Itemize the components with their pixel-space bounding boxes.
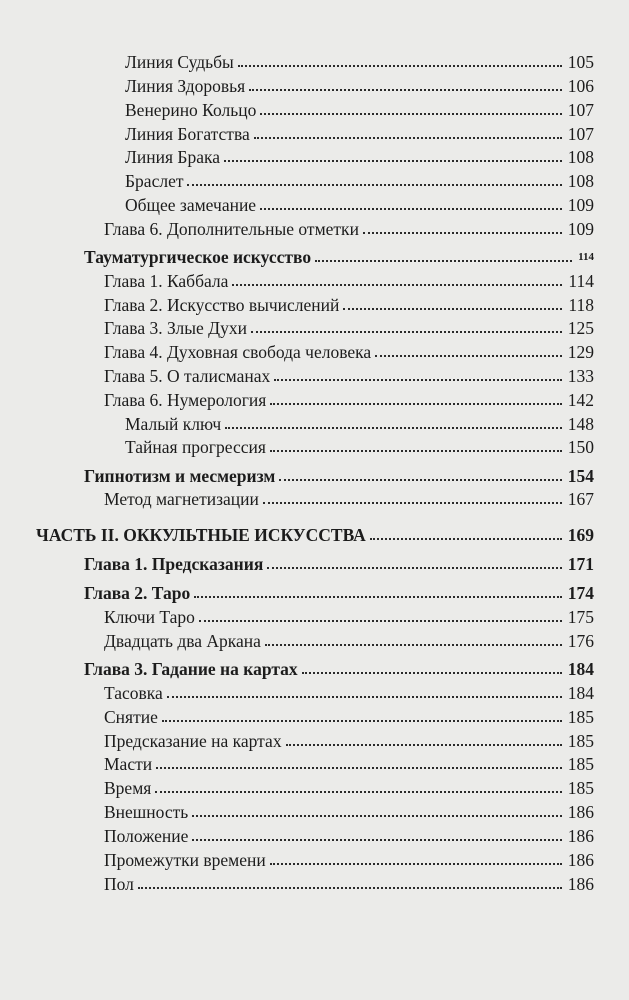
toc-entry-title: Внешность: [104, 802, 189, 822]
toc-entry-page: 133: [567, 366, 594, 386]
toc-entry-title: Глава 2. Искусство вычислений: [104, 295, 340, 315]
dot-leader: [263, 501, 562, 504]
toc-entry: [125, 74, 594, 96]
toc-entry-title: Двадцать два Аркана: [104, 631, 261, 651]
dot-leader: [156, 766, 562, 769]
dot-leader: [267, 566, 561, 569]
toc-entry-title: Пол: [104, 874, 134, 894]
toc-entry: [104, 729, 594, 751]
dot-leader: [265, 643, 562, 646]
toc-entry: [125, 412, 594, 434]
toc-entry: [84, 581, 594, 603]
dot-leader: [254, 136, 562, 139]
toc-entry: [125, 122, 594, 144]
dot-leader: [279, 478, 561, 481]
toc-entry-page: 108: [567, 147, 594, 167]
toc-entry-page: 185: [567, 707, 594, 727]
toc-entry-title: ЧАСТЬ II. ОККУЛЬТНЫЕ ИСКУССТВА: [36, 525, 366, 545]
toc-entry: [104, 752, 594, 774]
toc-entry-title: Снятие: [104, 707, 158, 727]
dot-leader: [138, 886, 562, 889]
toc-entry-page: 114: [578, 251, 594, 263]
toc-entry-page: 185: [567, 754, 594, 774]
dot-leader: [315, 259, 572, 262]
toc-entry: [104, 705, 594, 727]
dot-leader: [187, 183, 561, 186]
dot-leader: [238, 64, 562, 67]
toc-entry: [125, 145, 594, 167]
dot-leader: [270, 449, 562, 452]
dot-leader: [375, 354, 562, 357]
toc-entry: [104, 293, 594, 315]
toc-entry-title: Тайная прогрессия: [125, 437, 266, 457]
toc-entry-page: 107: [567, 124, 594, 144]
toc-entry-title: Линия Судьбы: [125, 52, 234, 72]
toc-entry-page: 148: [567, 414, 594, 434]
dot-leader: [370, 537, 562, 540]
dot-leader: [167, 695, 562, 698]
dot-leader: [260, 112, 561, 115]
dot-leader: [270, 402, 561, 405]
toc-entry-title: Тасовка: [104, 683, 163, 703]
toc-entry: [104, 487, 594, 509]
toc-entry: [84, 464, 594, 486]
dot-leader: [302, 671, 562, 674]
toc-entry-title: Глава 5. О талисманах: [104, 366, 271, 386]
toc-entry: [36, 523, 594, 545]
toc-entry-title: Время: [104, 778, 152, 798]
toc-entry-title: Глава 2. Таро: [84, 583, 191, 603]
toc-entry: [104, 776, 594, 798]
toc-entry: [104, 217, 594, 239]
toc-entry: [125, 435, 594, 457]
dot-leader: [286, 743, 562, 746]
toc-entry-page: 114: [568, 271, 594, 291]
toc-entry-page: 150: [567, 437, 594, 457]
dot-leader: [192, 814, 562, 817]
toc-entry-page: 107: [567, 100, 594, 120]
dot-leader: [192, 838, 561, 841]
toc-entry-title: Малый ключ: [125, 414, 222, 434]
toc-entry-page: 184: [567, 659, 594, 679]
toc-entry: [104, 681, 594, 703]
dot-leader: [274, 378, 562, 381]
dot-leader: [343, 307, 562, 310]
toc-entry-page: 186: [567, 802, 594, 822]
toc-entry-page: 154: [567, 466, 594, 486]
toc-entry-page: 186: [567, 874, 594, 894]
toc-entry: [104, 824, 594, 846]
toc-entry: [104, 269, 594, 291]
toc-entry: [104, 872, 594, 894]
toc-entry: [104, 629, 594, 651]
toc-entry-title: Ключи Таро: [104, 607, 195, 627]
dot-leader: [232, 283, 562, 286]
dot-leader: [162, 719, 562, 722]
dot-leader: [224, 159, 562, 162]
toc-entry: [125, 169, 594, 191]
toc-entry: [104, 340, 594, 362]
toc-entry-page: 185: [567, 778, 594, 798]
toc-entry: [84, 245, 594, 267]
toc-entry-page: 174: [567, 583, 594, 603]
toc-entry-title: Глава 3. Гадание на картах: [84, 659, 298, 679]
toc-entry-title: Линия Здоровья: [125, 76, 246, 96]
toc-entry-title: Тауматургическое искусство: [84, 247, 312, 267]
toc-entry-page: 175: [567, 607, 594, 627]
dot-leader: [194, 595, 561, 598]
dot-leader: [260, 207, 562, 210]
toc-entry-page: 185: [567, 731, 594, 751]
toc-entry-page: 186: [567, 826, 594, 846]
toc-entry-title: Глава 6. Нумерология: [104, 390, 267, 410]
dot-leader: [363, 231, 562, 234]
toc-entry-page: 108: [567, 171, 594, 191]
toc-entry-page: 171: [567, 554, 594, 574]
toc-entry-title: Глава 1. Каббала: [104, 271, 229, 291]
toc-entry-title: Предсказание на картах: [104, 731, 282, 751]
toc-entry-title: Глава 3. Злые Духи: [104, 318, 247, 338]
toc-entry-page: 118: [568, 295, 594, 315]
toc-entry-title: Масти: [104, 754, 153, 774]
toc-entry: [125, 50, 594, 72]
toc-entry-page: 105: [567, 52, 594, 72]
toc-entry-title: Промежутки времени: [104, 850, 266, 870]
dot-leader: [270, 862, 562, 865]
toc-entry: [104, 388, 594, 410]
toc-entry-page: 106: [567, 76, 594, 96]
toc-entry-title: Гипнотизм и месмеризм: [84, 466, 276, 486]
toc-entry-page: 142: [567, 390, 594, 410]
toc-entry-title: Глава 6. Дополнительные отметки: [104, 219, 359, 239]
toc-entry-page: 169: [567, 525, 594, 545]
toc-entry: [104, 605, 594, 627]
toc-entry: [104, 364, 594, 386]
toc-entry-page: 125: [567, 318, 594, 338]
toc-entry-title: Общее замечание: [125, 195, 257, 215]
toc-entry-page: 176: [567, 631, 594, 651]
toc-entry-title: Глава 4. Духовная свобода человека: [104, 342, 372, 362]
toc-entry-page: 129: [567, 342, 594, 362]
toc-entry-page: 109: [567, 195, 594, 215]
toc-entry-title: Линия Брака: [125, 147, 220, 167]
toc-entry-page: 167: [567, 489, 594, 509]
toc-entry: [84, 657, 594, 679]
toc-entry-title: Положение: [104, 826, 189, 846]
toc-entry: [125, 193, 594, 215]
dot-leader: [249, 88, 562, 91]
toc-entry-page: 184: [567, 683, 594, 703]
toc-entry-title: Браслет: [125, 171, 184, 191]
toc-entry-title: Линия Богатства: [125, 124, 250, 144]
toc-entry: [104, 848, 594, 870]
dot-leader: [225, 426, 562, 429]
dot-leader: [251, 330, 562, 333]
toc-entry-title: Метод магнетизации: [104, 489, 259, 509]
toc-entry-title: Венерино Кольцо: [125, 100, 257, 120]
toc-entry: [125, 98, 594, 120]
dot-leader: [199, 619, 562, 622]
toc-entry: [84, 552, 594, 574]
toc-entry-title: Глава 1. Предсказания: [84, 554, 264, 574]
toc-entry-page: 186: [567, 850, 594, 870]
toc-entry: [104, 800, 594, 822]
toc-entry-page: 109: [567, 219, 594, 239]
toc-entry: [104, 316, 594, 338]
dot-leader: [155, 790, 561, 793]
